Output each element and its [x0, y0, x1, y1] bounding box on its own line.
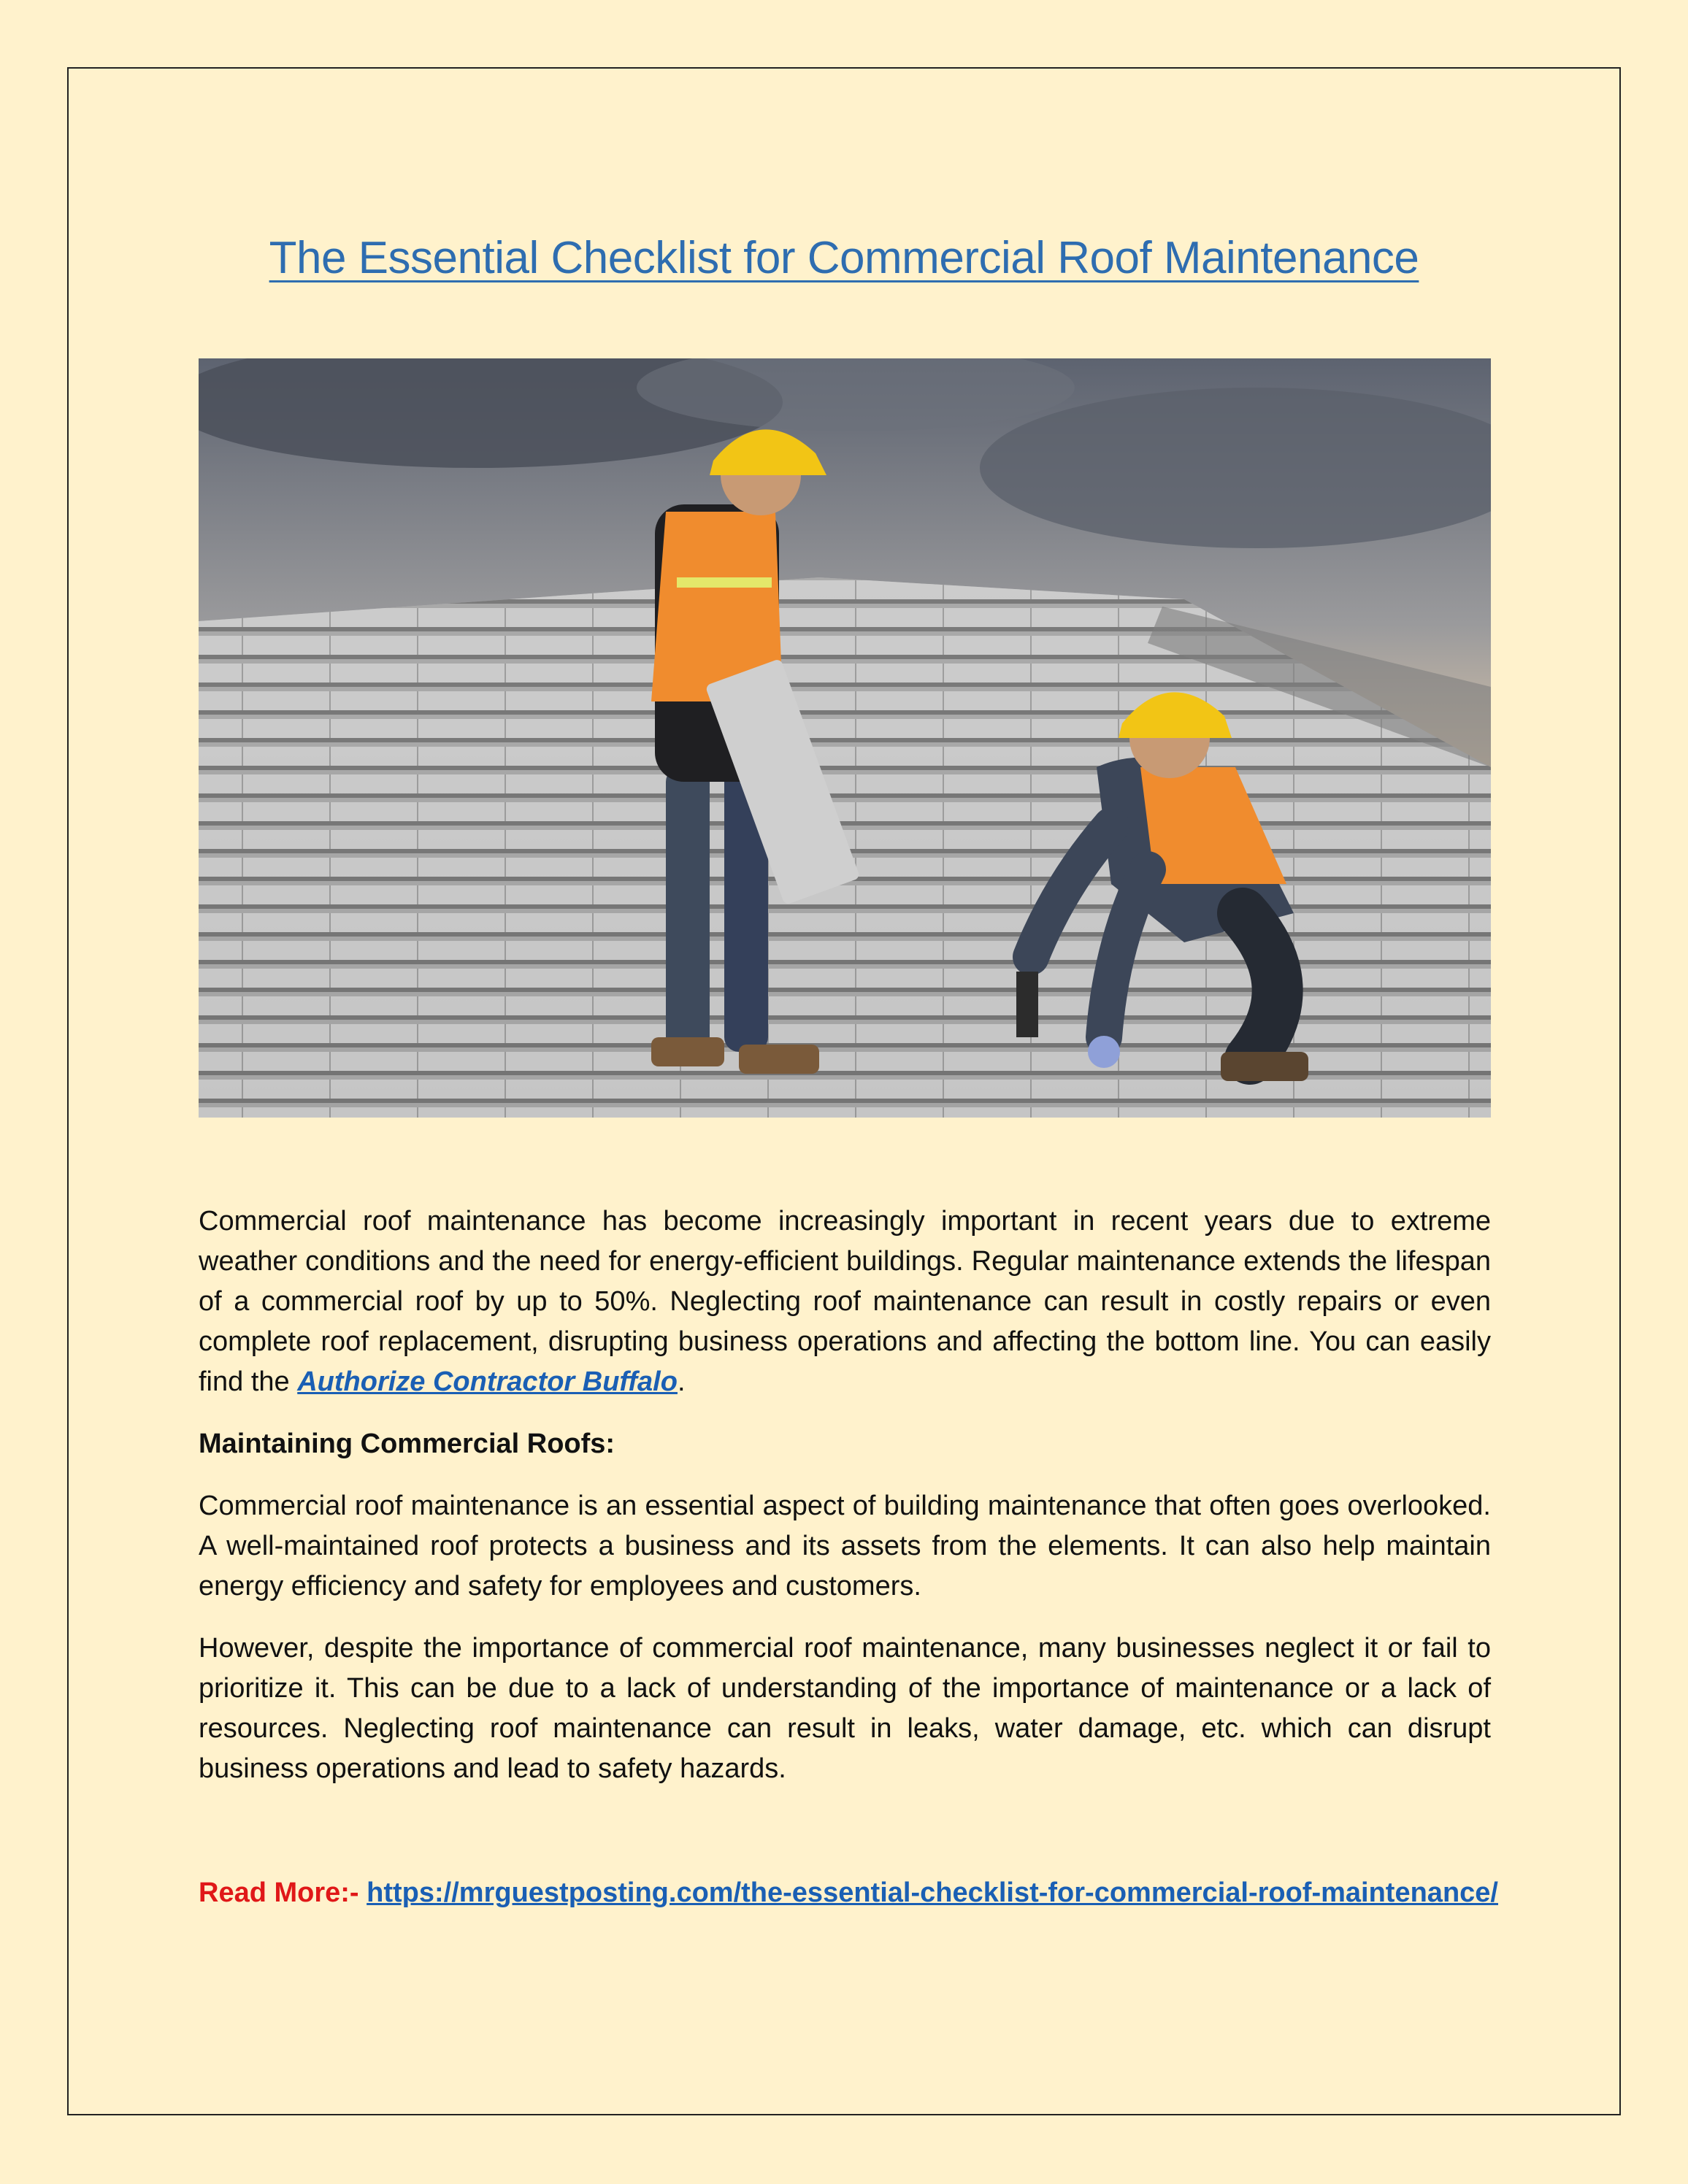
document-title: The Essential Checklist for Commercial Roof Maintenance — [269, 233, 1419, 283]
read-more-line — [199, 1873, 1498, 1913]
intro-paragraph-text: Commercial roof maintenance has become increasingly important in recent years due to extreme weather conditions and the need for energy-efficient buildings. Regular maintenance extends the lifespan of a commercial roof by up to 50%. Neglecting roof maintenance can result in costly repairs or even complete roof replacement, disrupting business operations and affecting the bottom line. You can easily find the — [199, 1206, 1491, 1397]
read-more-url-link[interactable]: https://mrguestposting.com/the-essential-checklist-for-commercial-roof-maintenance/ — [367, 1877, 1498, 1908]
intro-paragraph-end: . — [677, 1366, 686, 1397]
hero-image-roofers — [199, 358, 1491, 1118]
read-more-label: Read More:- — [199, 1877, 367, 1908]
body-paragraph-3: However, despite the importance of commercial roof maintenance, many businesses neglect it or fail to prioritize it. This can be due to a lack of understanding of the importance of maintenance or a lack of resources. Neglecting roof maintenance can result in leaks, water damage, etc. which can disrupt business operations and lead to safety hazards. — [199, 1633, 1491, 1784]
intro-paragraph — [199, 1201, 1491, 1402]
body-paragraph-2: Commercial roof maintenance is an essential aspect of building maintenance that often goes overlooked. A well-maintained roof protects a business and its assets from the elements. It can also help maintain energy efficiency and safety for employees and customers. — [199, 1491, 1491, 1602]
article-body — [199, 1201, 1491, 1811]
authorize-contractor-link[interactable]: Authorize Contractor Buffalo — [297, 1366, 678, 1397]
section-heading: Maintaining Commercial Roofs: — [199, 1429, 615, 1459]
